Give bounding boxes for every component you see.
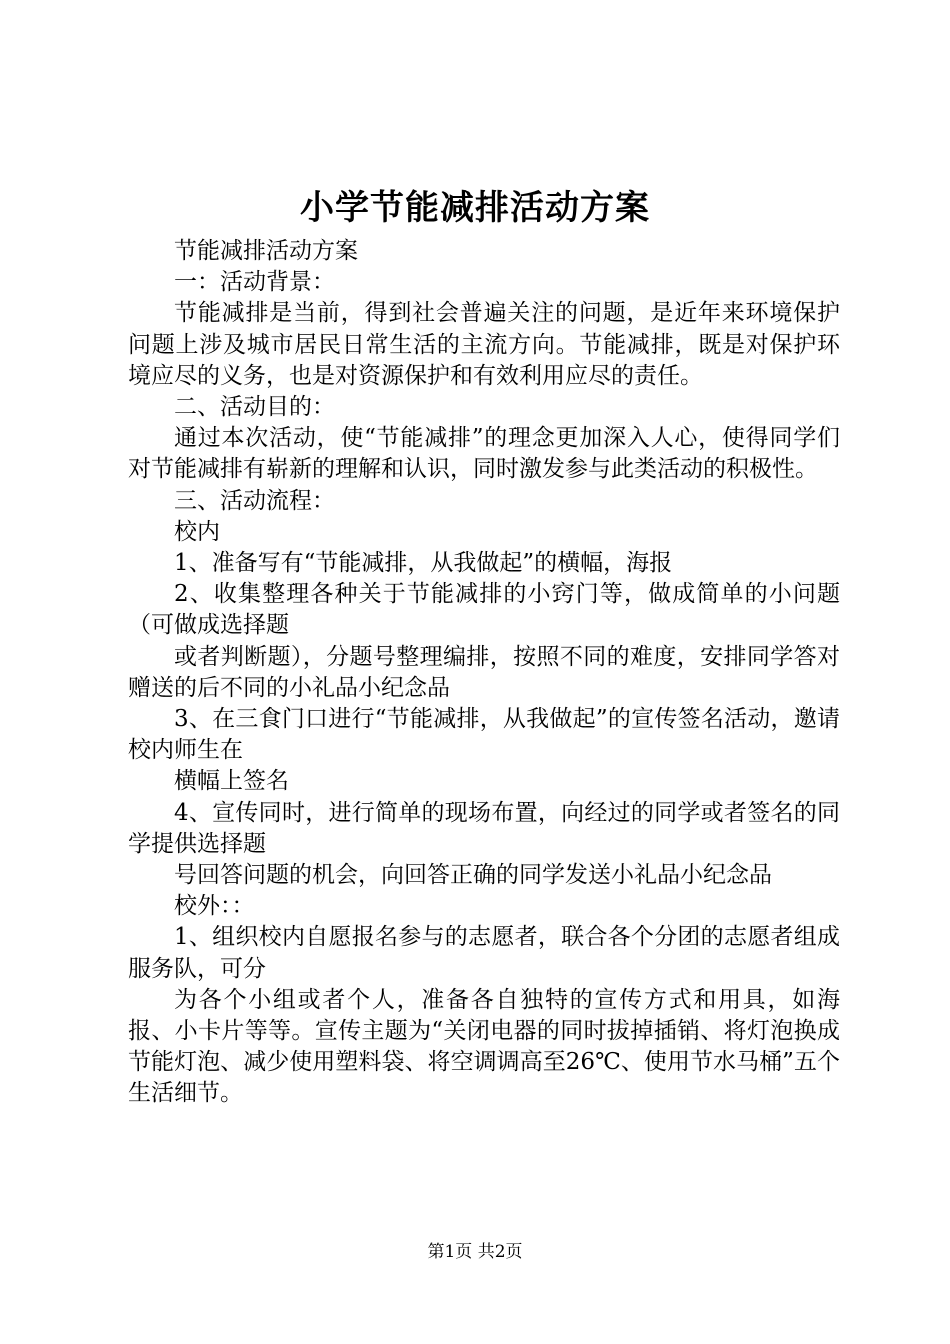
page-footer: 第1页 共2页 [427, 1242, 523, 1262]
subheading-off-campus: 校外：： [174, 893, 255, 920]
list-item-continuation: 或者判断题），分题号整理编排，按照不同的难度，安排同学答对赠送的后不同的小礼品小纪念品 [128, 643, 840, 701]
list-item-continuation: 横幅上签名 [174, 768, 289, 795]
paragraph-heading: 节能减排活动方案 [174, 238, 358, 264]
list-item: 2、收集整理各种关于节能减排的小窍门等，做成简单的小问题（可做成选择题 [128, 581, 840, 639]
paragraph-purpose: 通过本次活动，使“节能减排”的理念更加深入人心，使得同学们对节能减排有崭新的理解和认识，同时激发参与此类活动的积极性。 [128, 425, 840, 483]
section-heading-process: 三、活动流程： [174, 487, 335, 514]
document-title: 小学节能减排活动方案 [300, 188, 650, 228]
list-item: 3、在三食门口进行“节能减排，从我做起”的宣传签名活动，邀请校内师生在 [128, 706, 840, 764]
list-item: 1、组织校内自愿报名参与的志愿者，联合各个分团的志愿者组成服务队，可分 [128, 924, 840, 982]
list-item: 1、准备写有“节能减排，从我做起”的横幅，海报 [174, 550, 673, 577]
section-heading-purpose: 二、活动目的： [174, 394, 335, 421]
list-item: 4、宣传同时，进行简单的现场布置，向经过的同学或者签名的同学提供选择题 [128, 799, 840, 857]
list-item-continuation: 为各个小组或者个人，准备各自独特的宣传方式和用具，如海报、小卡片等等。宣传主题为“关闭电器的同时拔掉插销、将灯泡换成节能灯泡、减少使用塑料袋、将空调调高至26℃、使用节水马桶”五个生活细节。 [128, 986, 840, 1107]
document-body [128, 236, 840, 1110]
subheading-on-campus: 校内 [174, 518, 220, 545]
list-item-continuation: 号回答问题的机会，向回答正确的同学发送小礼品小纪念品 [174, 862, 772, 889]
section-heading-background: 一：活动背景： [174, 269, 335, 296]
paragraph-background: 节能减排是当前，得到社会普遍关注的问题，是近年来环境保护问题上涉及城市居民日常生活的主流方向。节能减排，既是对保护环境应尽的义务，也是对资源保护和有效利用应尽的责任。 [128, 300, 840, 389]
